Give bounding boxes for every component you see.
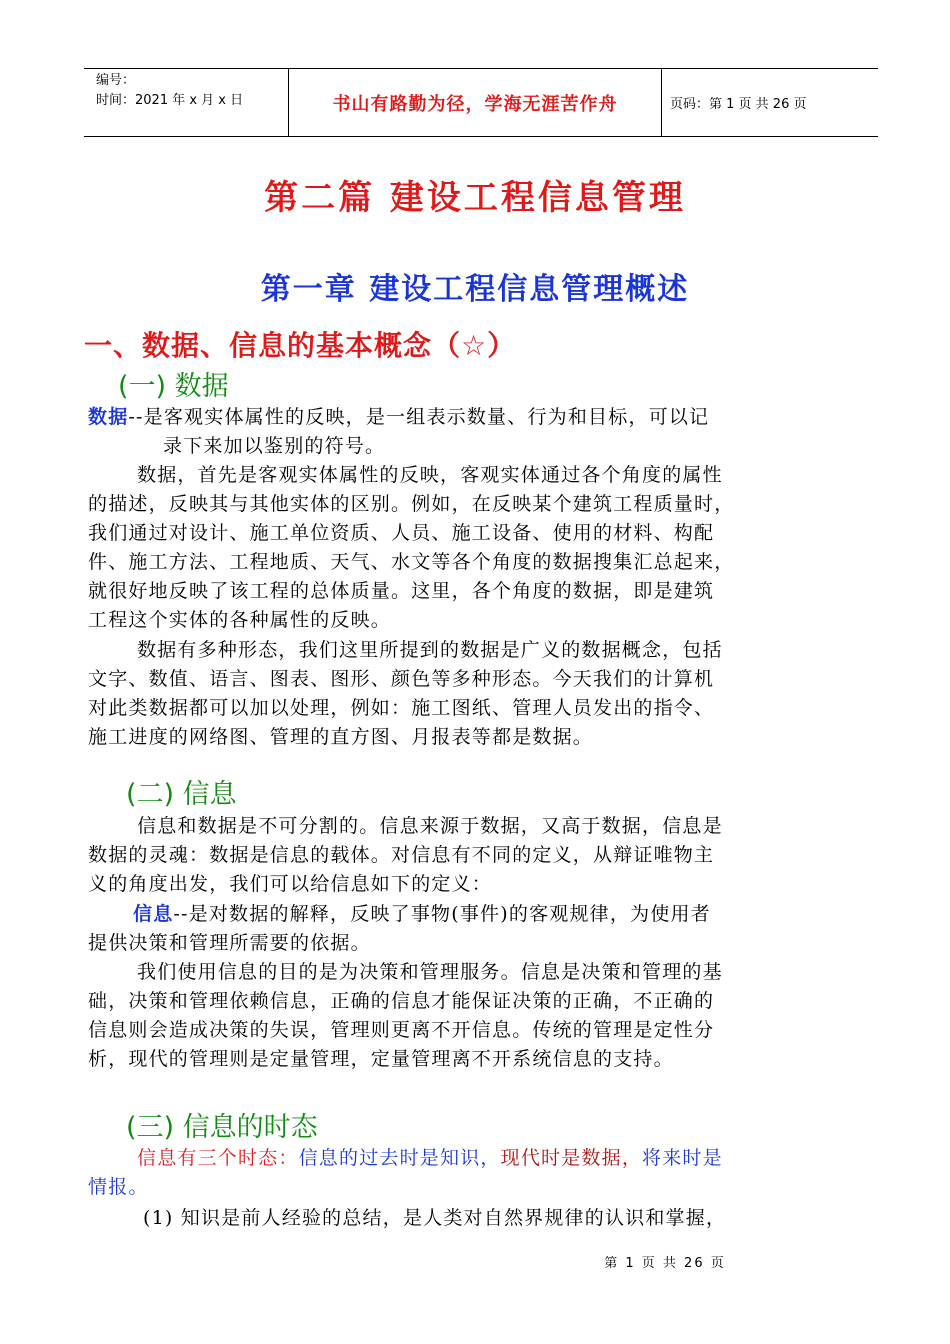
paragraph-line: 义的角度出发，我们可以给信息如下的定义： [88,873,493,895]
info-term: 信息 [133,903,174,925]
paragraph-line: 础，决策和管理依赖信息，正确的信息才能保证决策的正确，不正确的 [88,990,715,1012]
tense-past: 信息的过去时是知识， [298,1147,501,1169]
paragraph-line: 我们通过对设计、施工单位资质、人员、施工设备、使用的材料、构配 [88,522,715,544]
tense-line-end: 情报。 [88,1176,149,1198]
paragraph-line: 数据，首先是客观实体属性的反映，客观实体通过各个角度的属性 [137,464,723,486]
part-title: 第二篇 建设工程信息管理 [264,178,686,218]
paragraph-line: 工程这个实体的各种属性的反映。 [88,609,392,631]
paragraph-line: 数据有多种形态，我们这里所提到的数据是广义的数据概念，包括 [137,639,723,661]
data-term: 数据 [88,406,129,428]
paragraph-line: 我们使用信息的目的是为决策和管理服务。信息是决策和管理的基 [137,961,723,983]
info-definition-text: --是对数据的解释，反映了事物(事件)的客观规律，为使用者 [173,903,711,925]
info-definition-line2: 提供决策和管理所需要的依据。 [88,932,371,954]
paragraph-line: 文字、数值、语言、图表、图形、颜色等多种形态。今天我们的计算机 [88,668,715,690]
paragraph-line: 析，现代的管理则是定量管理，定量管理离不开系统信息的支持。 [88,1048,674,1070]
paragraph-line: (1) 知识是前人经验的总结，是人类对自然界规律的认识和掌握， [143,1207,727,1229]
subheading-information-tense: (三) 信息的时态 [126,1112,318,1143]
paragraph-line: 信息则会造成决策的失误，管理则更离不开信息。传统的管理是定性分 [88,1019,715,1041]
tense-present: 现代时是数据， [500,1147,643,1169]
subheading-information: (二) 信息 [126,779,237,810]
doc-time-label: 时间：2021 年 x 月 x 日 [96,93,244,108]
header-meta [84,69,289,136]
header-motto: 书山有路勤为径，学海无涯苦作舟 [289,69,662,136]
tense-intro: 信息有三个时态： [137,1147,299,1169]
page-footer [0,1252,950,1271]
paragraph-line: 件、施工方法、工程地质、天气、水文等各个角度的数据搜集汇总起来， [88,551,735,573]
chapter-title: 第一章 建设工程信息管理概述 [260,272,690,307]
footer-page-number: 第 1 页 共 26 页 [604,1256,726,1271]
paragraph-line: 信息和数据是不可分割的。信息来源于数据，又高于数据，信息是 [137,815,723,837]
subheading-data: (一) 数据 [118,371,229,402]
data-definition-text: --是客观实体属性的反映，是一组表示数量、行为和目标，可以记 [128,406,710,428]
tense-line [137,1144,723,1173]
info-definition-line1 [133,900,711,929]
paragraph-line: 的描述，反映其与其他实体的区别。例如，在反映某个建筑工程质量时， [88,493,735,515]
data-definition-line1 [88,403,709,432]
tense-future: 将来时是 [642,1147,723,1169]
paragraph-line: 对此类数据都可以加以处理，例如：施工图纸、管理人员发出的指令、 [88,697,715,719]
doc-number-label: 编号： [96,73,136,88]
header-table [84,68,878,137]
data-definition-line2: 录下来加以鉴别的符号。 [163,435,386,457]
paragraph-line: 就很好地反映了该工程的总体质量。这里，各个角度的数据，即是建筑 [88,580,715,602]
header-page-info: 页码：第 1 页 共 26 页 [670,97,807,112]
paragraph-line: 数据的灵魂：数据是信息的载体。对信息有不同的定义，从辩证唯物主 [88,844,715,866]
paragraph-line: 施工进度的网络图、管理的直方图、月报表等都是数据。 [88,726,594,748]
section-title: 一、数据、信息的基本概念（☆） [84,329,517,362]
